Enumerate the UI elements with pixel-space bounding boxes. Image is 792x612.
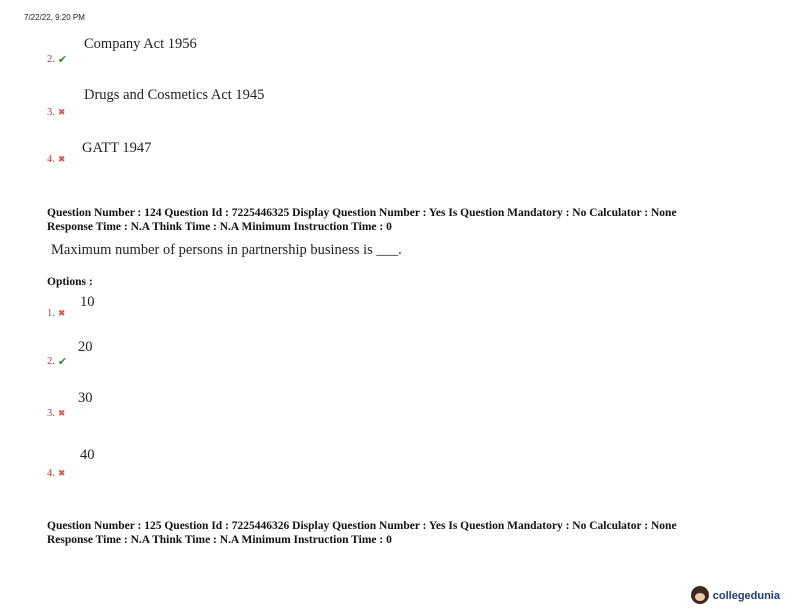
option-3-text: 30: [78, 390, 93, 406]
logo-wordmark: [713, 586, 780, 604]
option-1-number: [47, 308, 65, 319]
question-meta-line1: Question Number : 125 Question Id : 7225446326 Display Question Number : Yes Is Question Mandatory : No Calculator : None: [47, 520, 677, 532]
prev-option-4-text: GATT 1947: [82, 140, 152, 156]
prev-option-3-number: [47, 107, 65, 118]
prev-option-3-text: Drugs and Cosmetics Act 1945: [84, 87, 265, 103]
question-125-meta: [47, 519, 677, 547]
cross-icon: ✖: [57, 308, 66, 319]
question-124-text: Maximum number of persons in partnership business is ___.: [51, 242, 402, 258]
check-icon: ✔: [57, 355, 68, 368]
mascot-icon: [691, 586, 709, 604]
option-number: 3.: [47, 408, 55, 419]
option-2-text: 20: [78, 339, 93, 355]
option-2-number: [47, 355, 67, 368]
option-number: 3.: [47, 107, 55, 118]
prev-option-2-text: Company Act 1956: [84, 36, 197, 52]
logo-text: collegedunia: [712, 590, 780, 602]
option-number: 1.: [47, 308, 55, 319]
print-timestamp: 7/22/22, 9:20 PM: [24, 13, 85, 22]
option-number: 4.: [47, 468, 55, 479]
option-3-number: [47, 408, 65, 419]
prev-option-2-number: [47, 53, 67, 66]
option-4-text: 40: [80, 447, 95, 463]
cross-icon: ✖: [57, 154, 66, 165]
option-number: 2.: [47, 356, 55, 367]
option-number: 2.: [47, 54, 55, 65]
cross-icon: ✖: [57, 468, 66, 479]
option-number: 4.: [47, 154, 55, 165]
collegedunia-logo: [691, 586, 780, 604]
cross-icon: ✖: [57, 408, 66, 419]
prev-option-4-number: [47, 154, 65, 165]
question-meta-line2: Response Time : N.A Think Time : N.A Minimum Instruction Time : 0: [47, 534, 392, 546]
check-icon: ✔: [57, 53, 68, 66]
question-124-meta: [47, 206, 677, 234]
question-meta-line1: Question Number : 124 Question Id : 7225446325 Display Question Number : Yes Is Question Mandatory : No Calculator : None: [47, 207, 677, 219]
option-4-number: [47, 468, 65, 479]
options-label: Options :: [47, 276, 93, 288]
cross-icon: ✖: [57, 107, 66, 118]
option-1-text: 10: [80, 294, 95, 310]
question-meta-line2: Response Time : N.A Think Time : N.A Minimum Instruction Time : 0: [47, 221, 392, 233]
